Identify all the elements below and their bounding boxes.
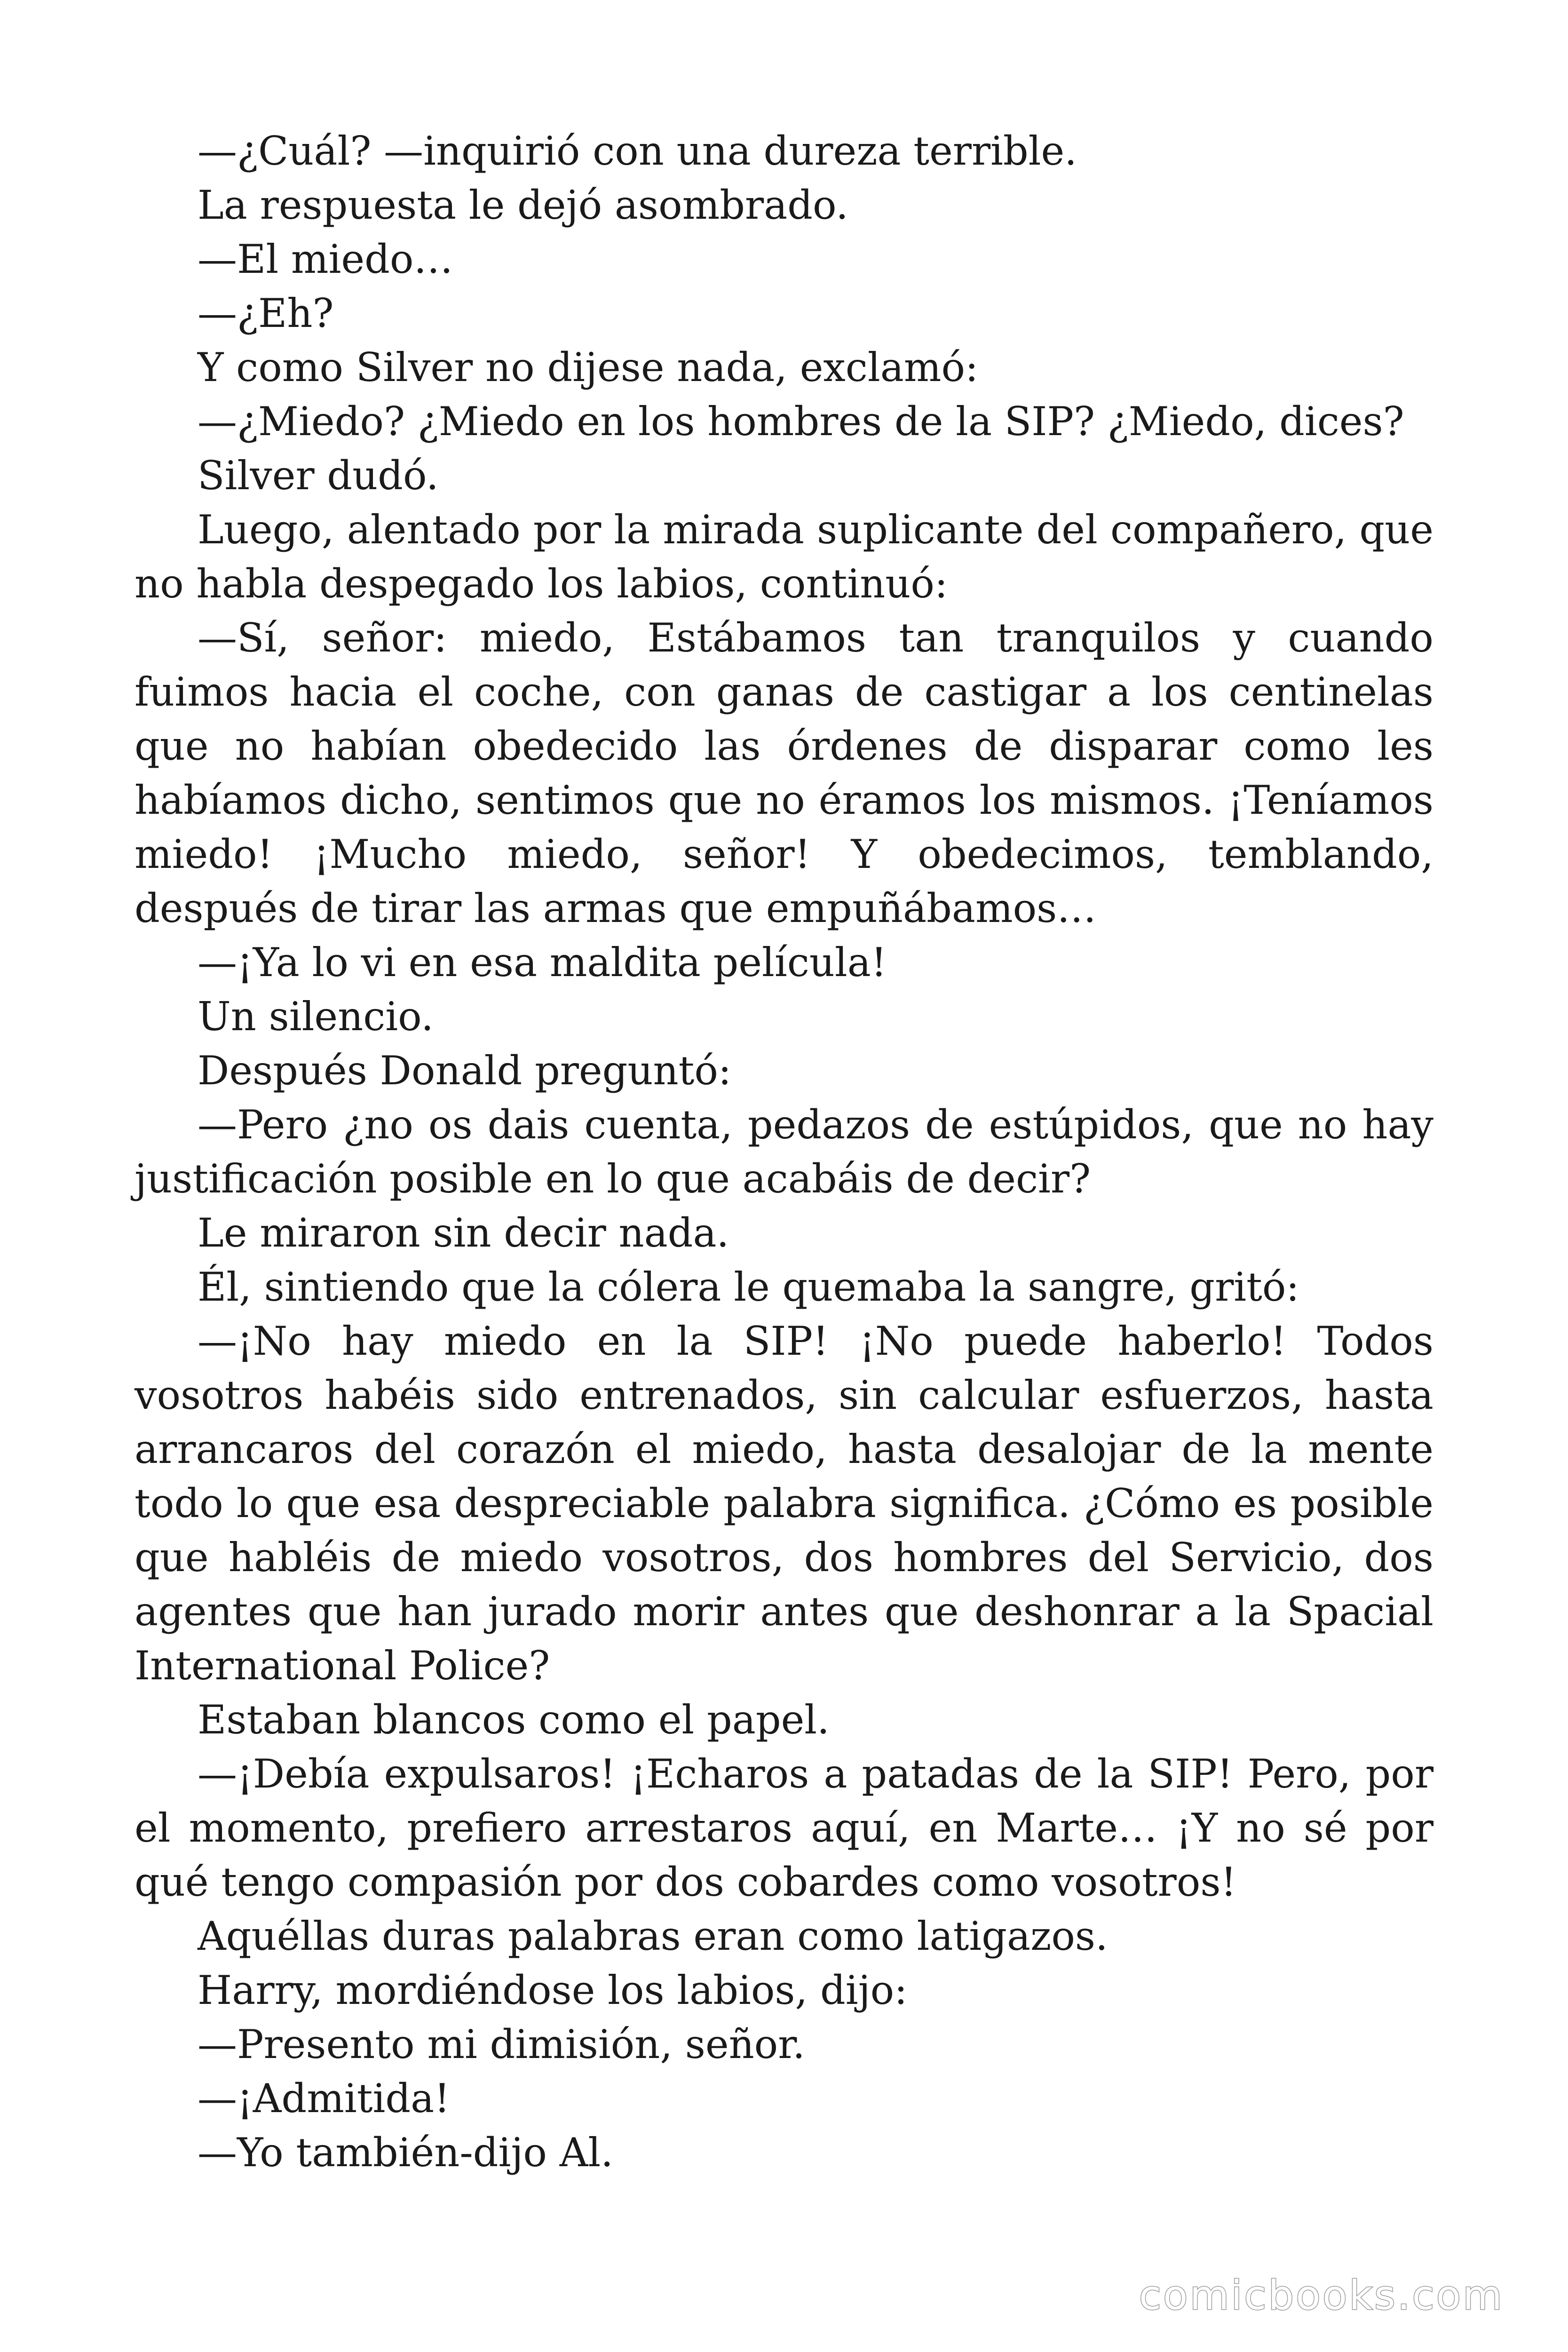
paragraph: Aquéllas duras palabras eran como latigazos. — [198, 1913, 1108, 1959]
paragraph: —¡Ya lo vi en esa maldita película! — [198, 939, 887, 985]
paragraph: Estaban blancos como el papel. — [198, 1697, 830, 1743]
paragraph: Luego, alentado por la mirada suplicante del compañero, que no habla despegado los labios, continuó: — [135, 507, 1433, 607]
page-text — [135, 124, 1433, 2180]
paragraph: —Sí, señor: miedo, Estábamos tan tranquilos y cuando fuimos hacia el coche, con ganas de castigar a los centinelas que no habían obedecido las órdenes de disparar como les habíamos dicho, sentimos que no éramos los mismos. ¡Teníamos miedo! ¡Mucho miedo, señor! Y obedecimos, temblando, después de tirar las armas que empuñábamos… — [135, 615, 1433, 931]
paragraph: Silver dudó. — [198, 453, 439, 499]
paragraph: —¿Miedo? ¿Miedo en los hombres de la SIP? ¿Miedo, dices? — [198, 398, 1404, 445]
paragraph: —Presento mi dimisión, señor. — [198, 2021, 805, 2067]
paragraph: Le miraron sin decir nada. — [198, 1210, 729, 1256]
paragraph: —¡Admitida! — [198, 2075, 450, 2122]
paragraph: —¿Eh? — [198, 290, 334, 336]
watermark: comicbooks.com — [1139, 2272, 1504, 2319]
paragraph: —El miedo… — [198, 236, 453, 282]
paragraph: Un silencio. — [198, 993, 434, 1040]
paragraph: —Pero ¿no os dais cuenta, pedazos de estúpidos, que no hay justificación posible en lo que acabáis de decir? — [135, 1102, 1433, 1202]
paragraph: —¿Cuál? —inquirió con una dureza terrible. — [198, 128, 1077, 174]
paragraph: Y como Silver no dijese nada, exclamó: — [198, 344, 979, 390]
paragraph: —Yo también-dijo Al. — [198, 2130, 613, 2176]
paragraph: La respuesta le dejó asombrado. — [198, 182, 848, 228]
paragraph: Él, sintiendo que la cólera le quemaba la sangre, gritó: — [198, 1264, 1299, 1310]
paragraph: —¡No hay miedo en la SIP! ¡No puede haberlo! Todos vosotros habéis sido entrenados, sin calcular esfuerzos, hasta arrancaros del corazón el miedo, hasta desalojar de la mente todo lo que esa despreciable palabra significa. ¿Cómo es posible que habléis de miedo vosotros, dos hombres del Servicio, dos agentes que han jurado morir antes que deshonrar a la Spacial International Police? — [135, 1318, 1433, 1689]
paragraph: Harry, mordiéndose los labios, dijo: — [198, 1967, 908, 2013]
paragraph: Después Donald preguntó: — [198, 1048, 732, 1094]
paragraph: —¡Debía expulsaros! ¡Echaros a patadas de la SIP! Pero, por el momento, prefiero arrestaros aquí, en Marte… ¡Y no sé por qué tengo compasión por dos cobardes como vosotros! — [135, 1751, 1433, 1905]
